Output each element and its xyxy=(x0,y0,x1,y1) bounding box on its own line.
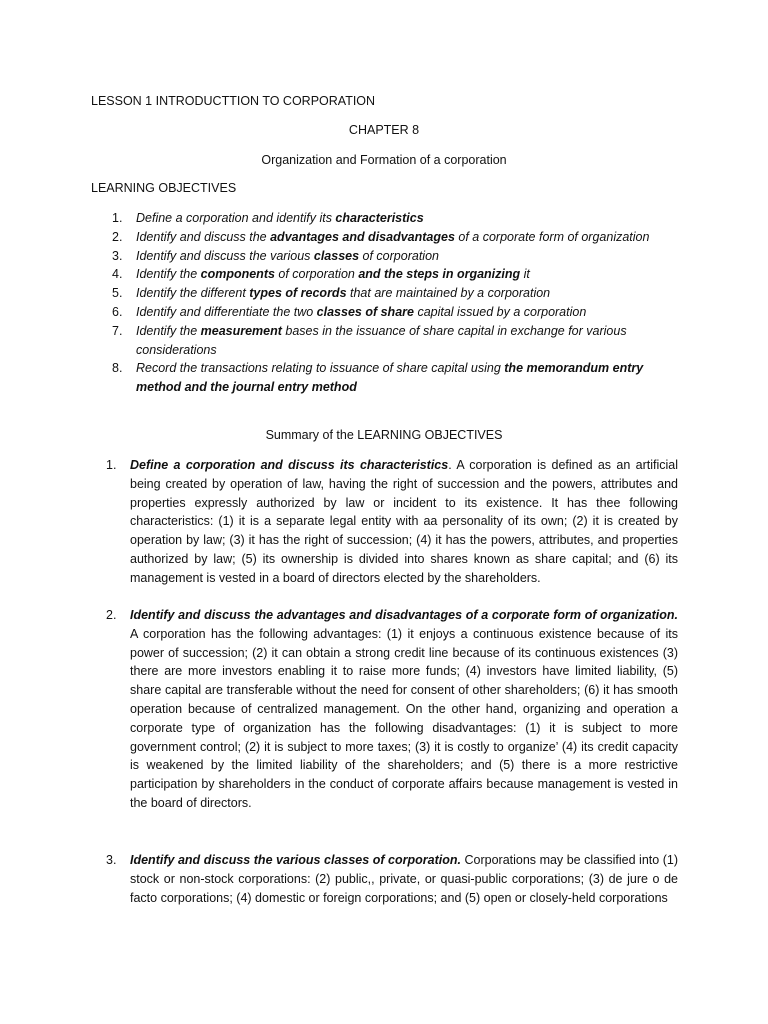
objective-number: 3. xyxy=(112,248,123,263)
summary-paragraph xyxy=(130,851,678,907)
summary-paragraph xyxy=(130,606,678,813)
objective-text: Define a corporation and identify its characteristics xyxy=(136,211,424,225)
summary-paragraph xyxy=(130,456,678,588)
objectives-list xyxy=(112,209,672,397)
objective-text: Identify the components of corporation and the steps in organizing it xyxy=(136,267,530,282)
summary-item xyxy=(106,606,678,813)
summary-item xyxy=(106,851,678,907)
objective-number: 8. xyxy=(112,361,123,376)
objective-item xyxy=(112,322,672,360)
objective-text: Identify the measurement bases in the issuance of share capital in exchange for various considerations xyxy=(136,323,627,357)
chapter-subtitle: Organization and Formation of a corporation xyxy=(261,153,507,167)
objective-number: 7. xyxy=(112,323,123,338)
objective-item xyxy=(112,228,672,247)
summary-text: Corporations may be classified into (1) stock or non-stock corporations: (2) public,, private, or quasi-public corporations; (3) de jure o de facto corporations; (4) domestic or foreign corporations; and (5) open or closely-held corporations xyxy=(130,853,678,905)
objective-number: 2. xyxy=(112,229,123,244)
objective-item xyxy=(112,209,672,228)
summary-lead: Define a corporation and discuss its characteristics xyxy=(130,458,449,472)
objective-text: Identify and discuss the advantages and disadvantages of a corporate form of organization xyxy=(136,229,650,244)
summary-heading: Summary of the LEARNING OBJECTIVES xyxy=(265,428,503,442)
summary-number: 1. xyxy=(106,458,117,472)
chapter-heading: CHAPTER 8 xyxy=(348,123,420,137)
summary-number: 3. xyxy=(106,853,117,867)
summary-lead: Identify and discuss the various classes of corporation. xyxy=(130,853,461,867)
objective-text: Identify and differentiate the two classes of share capital issued by a corporation xyxy=(136,304,587,319)
summary-text: . A corporation is defined as an artificial being created by operation of law, having the right of succession and the powers, attributes and properties expressly authorized by law or incident to its existence. It has thee following characteristics: (1) it is a separate legal entity with aa personality of its own; (2) it is created by operation by law; (3) it has the right of succession; (4) it has the powers, attributes, and properties authorized by law; (5) its ownership is divided into shares known as share capital; and (6) its management is vested in a board of directors elected by the shareholders. xyxy=(130,458,678,585)
objective-text: Record the transactions relating to issuance of share capital using the memorandum entry method and the journal entry method xyxy=(136,361,644,395)
objective-text: Identify and discuss the various classes of corporation xyxy=(136,248,439,263)
summary-lead: Identify and discuss the advantages and disadvantages of a corporate form of organization. xyxy=(130,608,678,622)
objective-item xyxy=(112,303,672,322)
objective-number: 5. xyxy=(112,286,123,301)
objective-item xyxy=(112,284,672,303)
objective-number: 6. xyxy=(112,304,123,319)
objective-number: 1. xyxy=(112,211,123,225)
objective-number: 4. xyxy=(112,267,123,282)
objectives-heading: LEARNING OBJECTIVES xyxy=(91,181,237,195)
summary-number: 2. xyxy=(106,608,117,622)
objective-item xyxy=(112,265,672,284)
lesson-title: LESSON 1 INTRODUCTTION TO CORPORATION xyxy=(91,94,376,108)
objective-item xyxy=(112,359,672,397)
summary-item xyxy=(106,456,678,588)
objective-text: Identify the different types of records that are maintained by a corporation xyxy=(136,286,551,301)
summary-text: A corporation has the following advantages: (1) it enjoys a continuous existence because of its power of succession; (2) it can obtain a strong credit line because of its continuous existences (3) there are more investors enabling it to raise more funds; (4) investors have limited liability, (5) share capital are transferable without the need for consent of other shareholders; (6) it has smooth operation because of centralized management. On the other hand, organizing and operation a corporate type of organization has the following disadvantages: (1) it is subject to more government control; (2) it is subject to more taxes; (3) it is costly to organize’ (4) its credit capacity is weakened by the limited liability of the shareholders; and (5) there is a more restrictive participation by shareholders in the conduct of corporate affairs because management is vested in the board of directors. xyxy=(130,626,678,810)
objective-item xyxy=(112,247,672,266)
